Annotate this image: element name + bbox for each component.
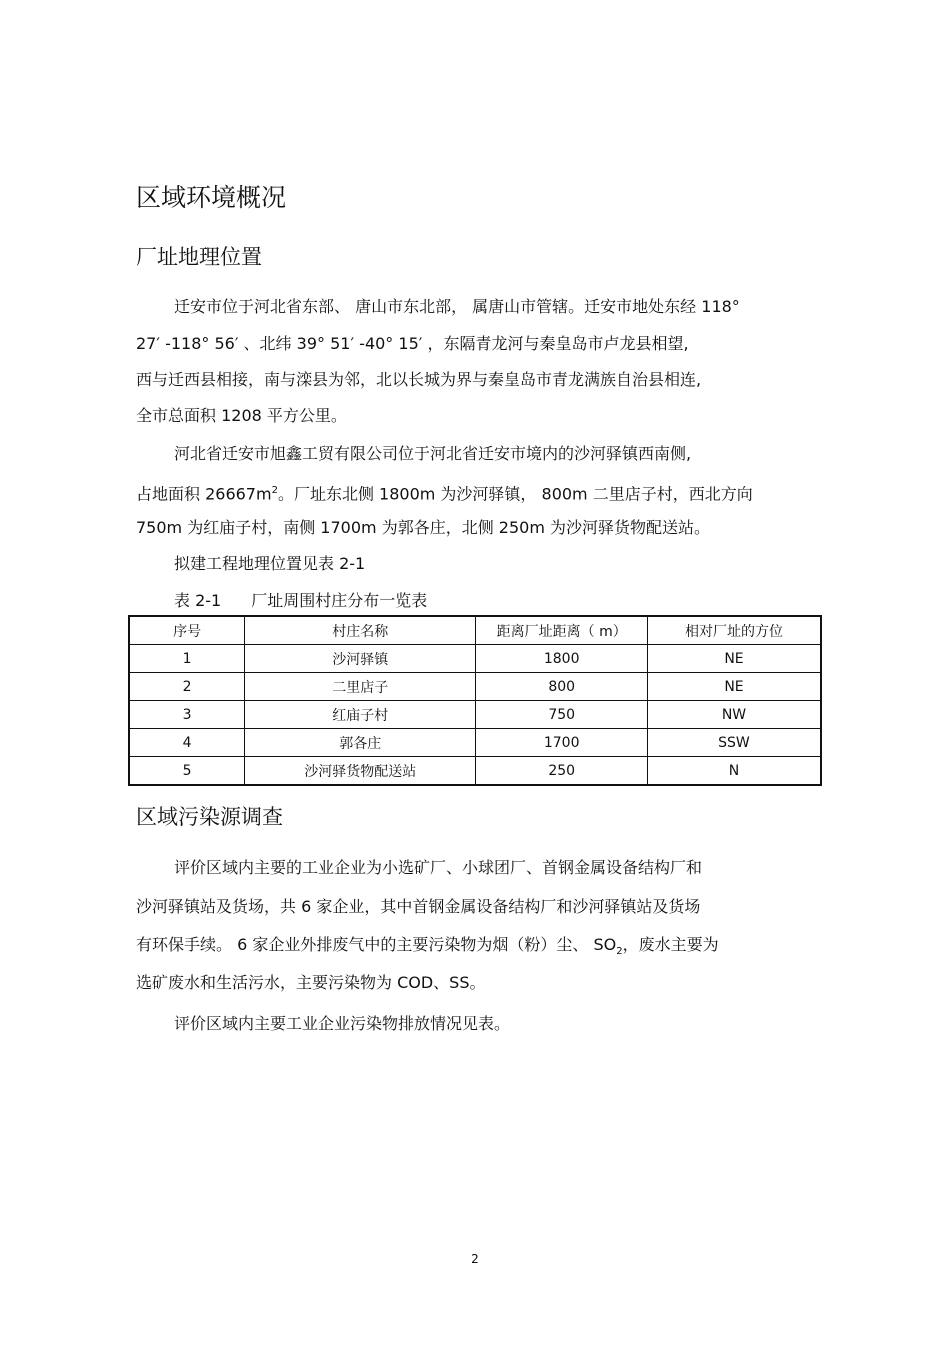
table-caption bbox=[174, 590, 427, 612]
cell: 800 bbox=[476, 673, 648, 701]
cell: 1 bbox=[129, 645, 245, 673]
page-number: 2 bbox=[471, 1252, 479, 1266]
paragraph-line bbox=[136, 934, 719, 963]
paragraph-line: 评价区域内主要工业企业污染物排放情况见表。 bbox=[174, 1014, 511, 1033]
cell: 2 bbox=[129, 673, 245, 701]
header-cell: 序号 bbox=[129, 616, 245, 645]
cell: 沙河驿货物配送站 bbox=[245, 757, 476, 786]
cell: 红庙子村 bbox=[245, 701, 476, 729]
cell: 郭各庄 bbox=[245, 729, 476, 757]
cell: 3 bbox=[129, 701, 245, 729]
table-row bbox=[129, 729, 821, 757]
paragraph-line bbox=[136, 480, 753, 505]
paragraph-line: 全市总面积 1208 平方公里。 bbox=[136, 406, 347, 425]
cell: 250 bbox=[476, 757, 648, 786]
wastewater-text: ，废水主要为 bbox=[622, 935, 719, 954]
header-cell: 相对厂址的方位 bbox=[647, 616, 821, 645]
village-distribution-table bbox=[128, 615, 822, 786]
paragraph-line: 拟建工程地理位置见表 2-1 bbox=[174, 554, 366, 573]
section-heading-pollution-survey: 区域污染源调查 bbox=[136, 805, 283, 829]
cell: NE bbox=[647, 673, 821, 701]
cell: NE bbox=[647, 645, 821, 673]
superscript: 2 bbox=[271, 485, 278, 496]
pollutant-text: 有环保手续。 6 家企业外排废气中的主要污染物为烟（粉）尘、 SO bbox=[136, 935, 617, 954]
paragraph-line: 27′ -118° 56′ 、北纬 39° 51′ -40° 15′ ，东隔青龙河与秦皇岛市卢龙县相望, bbox=[136, 334, 689, 353]
paragraph-line: 沙河驿镇站及货场，共 6 家企业，其中首钢金属设备结构厂和沙河驿镇站及货场 bbox=[136, 897, 701, 916]
cell: 沙河驿镇 bbox=[245, 645, 476, 673]
cell: 5 bbox=[129, 757, 245, 786]
paragraph-line: 750m 为红庙子村，南侧 1700m 为郭各庄，北侧 250m 为沙河驿货物配送站。 bbox=[136, 518, 710, 537]
section-heading-site-location: 厂址地理位置 bbox=[136, 245, 262, 269]
distance-text: 。厂址东北侧 1800m 为沙河驿镇， 800m 二里店子村，西北方向 bbox=[277, 484, 753, 504]
paragraph-line: 评价区域内主要的工业企业为小选矿厂、小球团厂、首钢金属设备结构厂和 bbox=[174, 858, 703, 877]
paragraph-line: 西与迁西县相接，南与滦县为邻，北以长城为界与秦皇岛市青龙满族自治县相连, bbox=[136, 370, 702, 389]
cell: 1800 bbox=[476, 645, 648, 673]
table-caption-number: 表 2-1 bbox=[174, 591, 222, 610]
area-text: 占地面积 26667m bbox=[136, 484, 272, 504]
cell: 750 bbox=[476, 701, 648, 729]
paragraph-line: 河北省迁安市旭鑫工贸有限公司位于河北省迁安市境内的沙河驿镇西南侧, bbox=[174, 444, 692, 463]
table-row bbox=[129, 673, 821, 701]
cell: N bbox=[647, 757, 821, 786]
table-caption-title: 厂址周围村庄分布一览表 bbox=[251, 591, 428, 610]
cell: 二里店子 bbox=[245, 673, 476, 701]
cell: 4 bbox=[129, 729, 245, 757]
table-row bbox=[129, 645, 821, 673]
page-title: 区域环境概况 bbox=[136, 183, 287, 212]
cell: 1700 bbox=[476, 729, 648, 757]
header-cell: 村庄名称 bbox=[245, 616, 476, 645]
cell: NW bbox=[647, 701, 821, 729]
cell: SSW bbox=[647, 729, 821, 757]
paragraph-line: 选矿废水和生活污水，主要污染物为 COD、SS。 bbox=[136, 973, 486, 992]
table-row bbox=[129, 757, 821, 786]
subscript: 2 bbox=[616, 946, 623, 958]
table-header-row bbox=[129, 616, 821, 645]
table-row bbox=[129, 701, 821, 729]
paragraph-line: 迁安市位于河北省东部、 唐山市东北部， 属唐山市管辖。迁安市地处东经 118° bbox=[174, 297, 740, 316]
header-cell: 距离厂址距离（ m） bbox=[476, 616, 648, 645]
